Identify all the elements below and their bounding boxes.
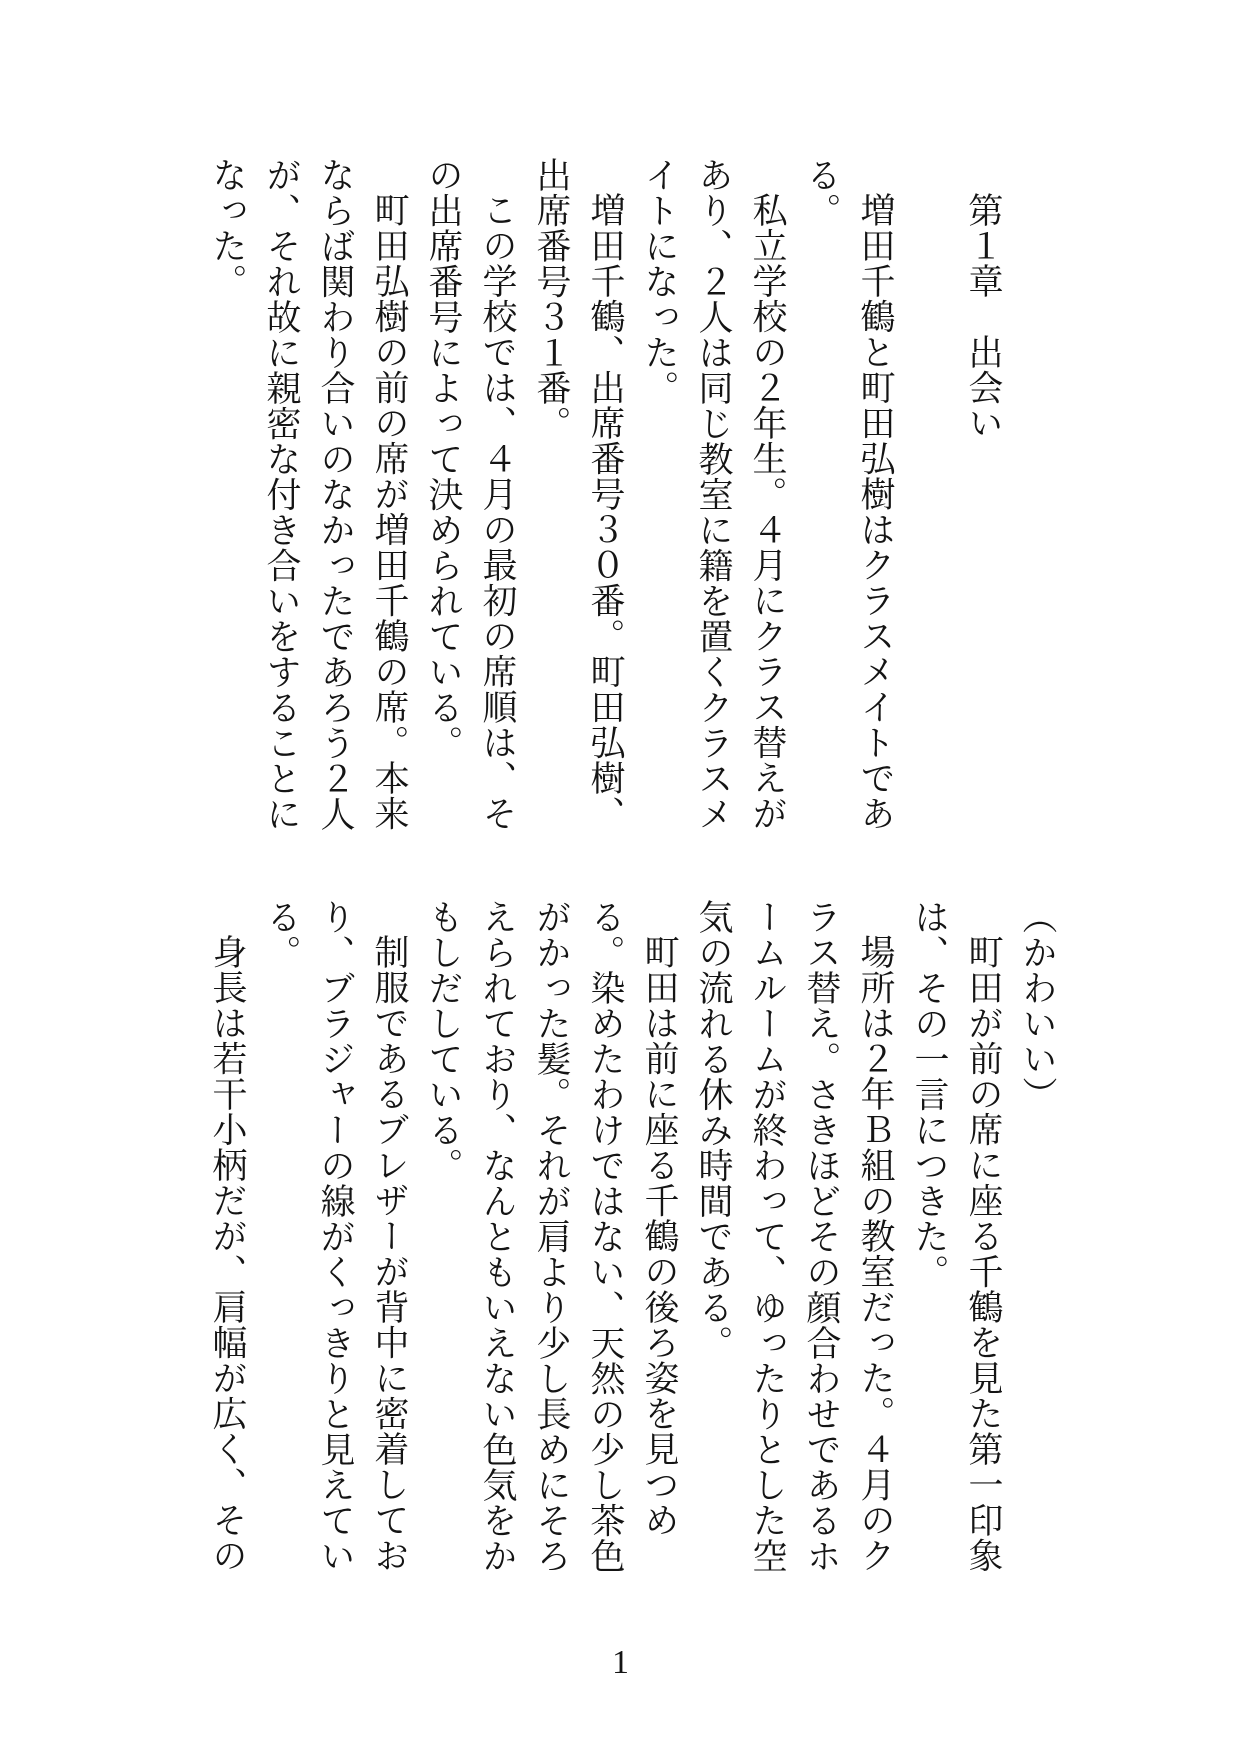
paragraph: 私立学校の２年生。４月にクラス替えがあり、２人は同じ教室に籍を置くクラスメイトになった。 xyxy=(640,157,787,832)
paragraph: 増田千鶴、出席番号３０番。町田弘樹、出席番号３１番。 xyxy=(532,157,625,831)
paragraph: 町田が前の席に座る千鶴を見た第一印象は、その一言につきた。 xyxy=(910,899,1003,1573)
paragraph: 場所は２年Ｂ組の教室だった。４月のクラス替え。さきほどその顔合わせであるホームルームが終わって、ゆったりとした空気の流れる休み時間である。 xyxy=(694,899,895,1574)
text-band-lower xyxy=(186,899,1064,1577)
paragraph: （かわいい） xyxy=(1018,899,1057,1112)
page-footer xyxy=(0,1644,1241,1682)
page-number: 1 xyxy=(612,1644,629,1681)
paragraph: 町田弘樹の前の席が増田千鶴の席。本来ならば関わり合いのなかったであろう２人が、それ故に親密な付き合いをすることになった。 xyxy=(208,157,409,832)
paragraph: この学校では、４月の最初の席順は、その出席番号によって決められている。 xyxy=(424,157,517,831)
text-band-upper xyxy=(186,157,1064,835)
paragraph: 町田は前に座る千鶴の後ろ姿を見つめる。染めたわけではない、天然の少し茶色がかった髪。それが肩より少し長めにそろえられており、なんともいえない色気をかもしだしている。 xyxy=(424,899,679,1574)
paragraph: 身長は若干小柄だが、肩幅が広く、その xyxy=(208,934,247,1573)
chapter-title: 第１章 出会い xyxy=(964,192,1003,441)
paragraph: 制服であるブレザーが背中に密着しており、ブラジャーの線がくっきりと見えている。 xyxy=(262,899,409,1574)
paragraph: 増田千鶴と町田弘樹はクラスメイトである。 xyxy=(802,157,895,831)
